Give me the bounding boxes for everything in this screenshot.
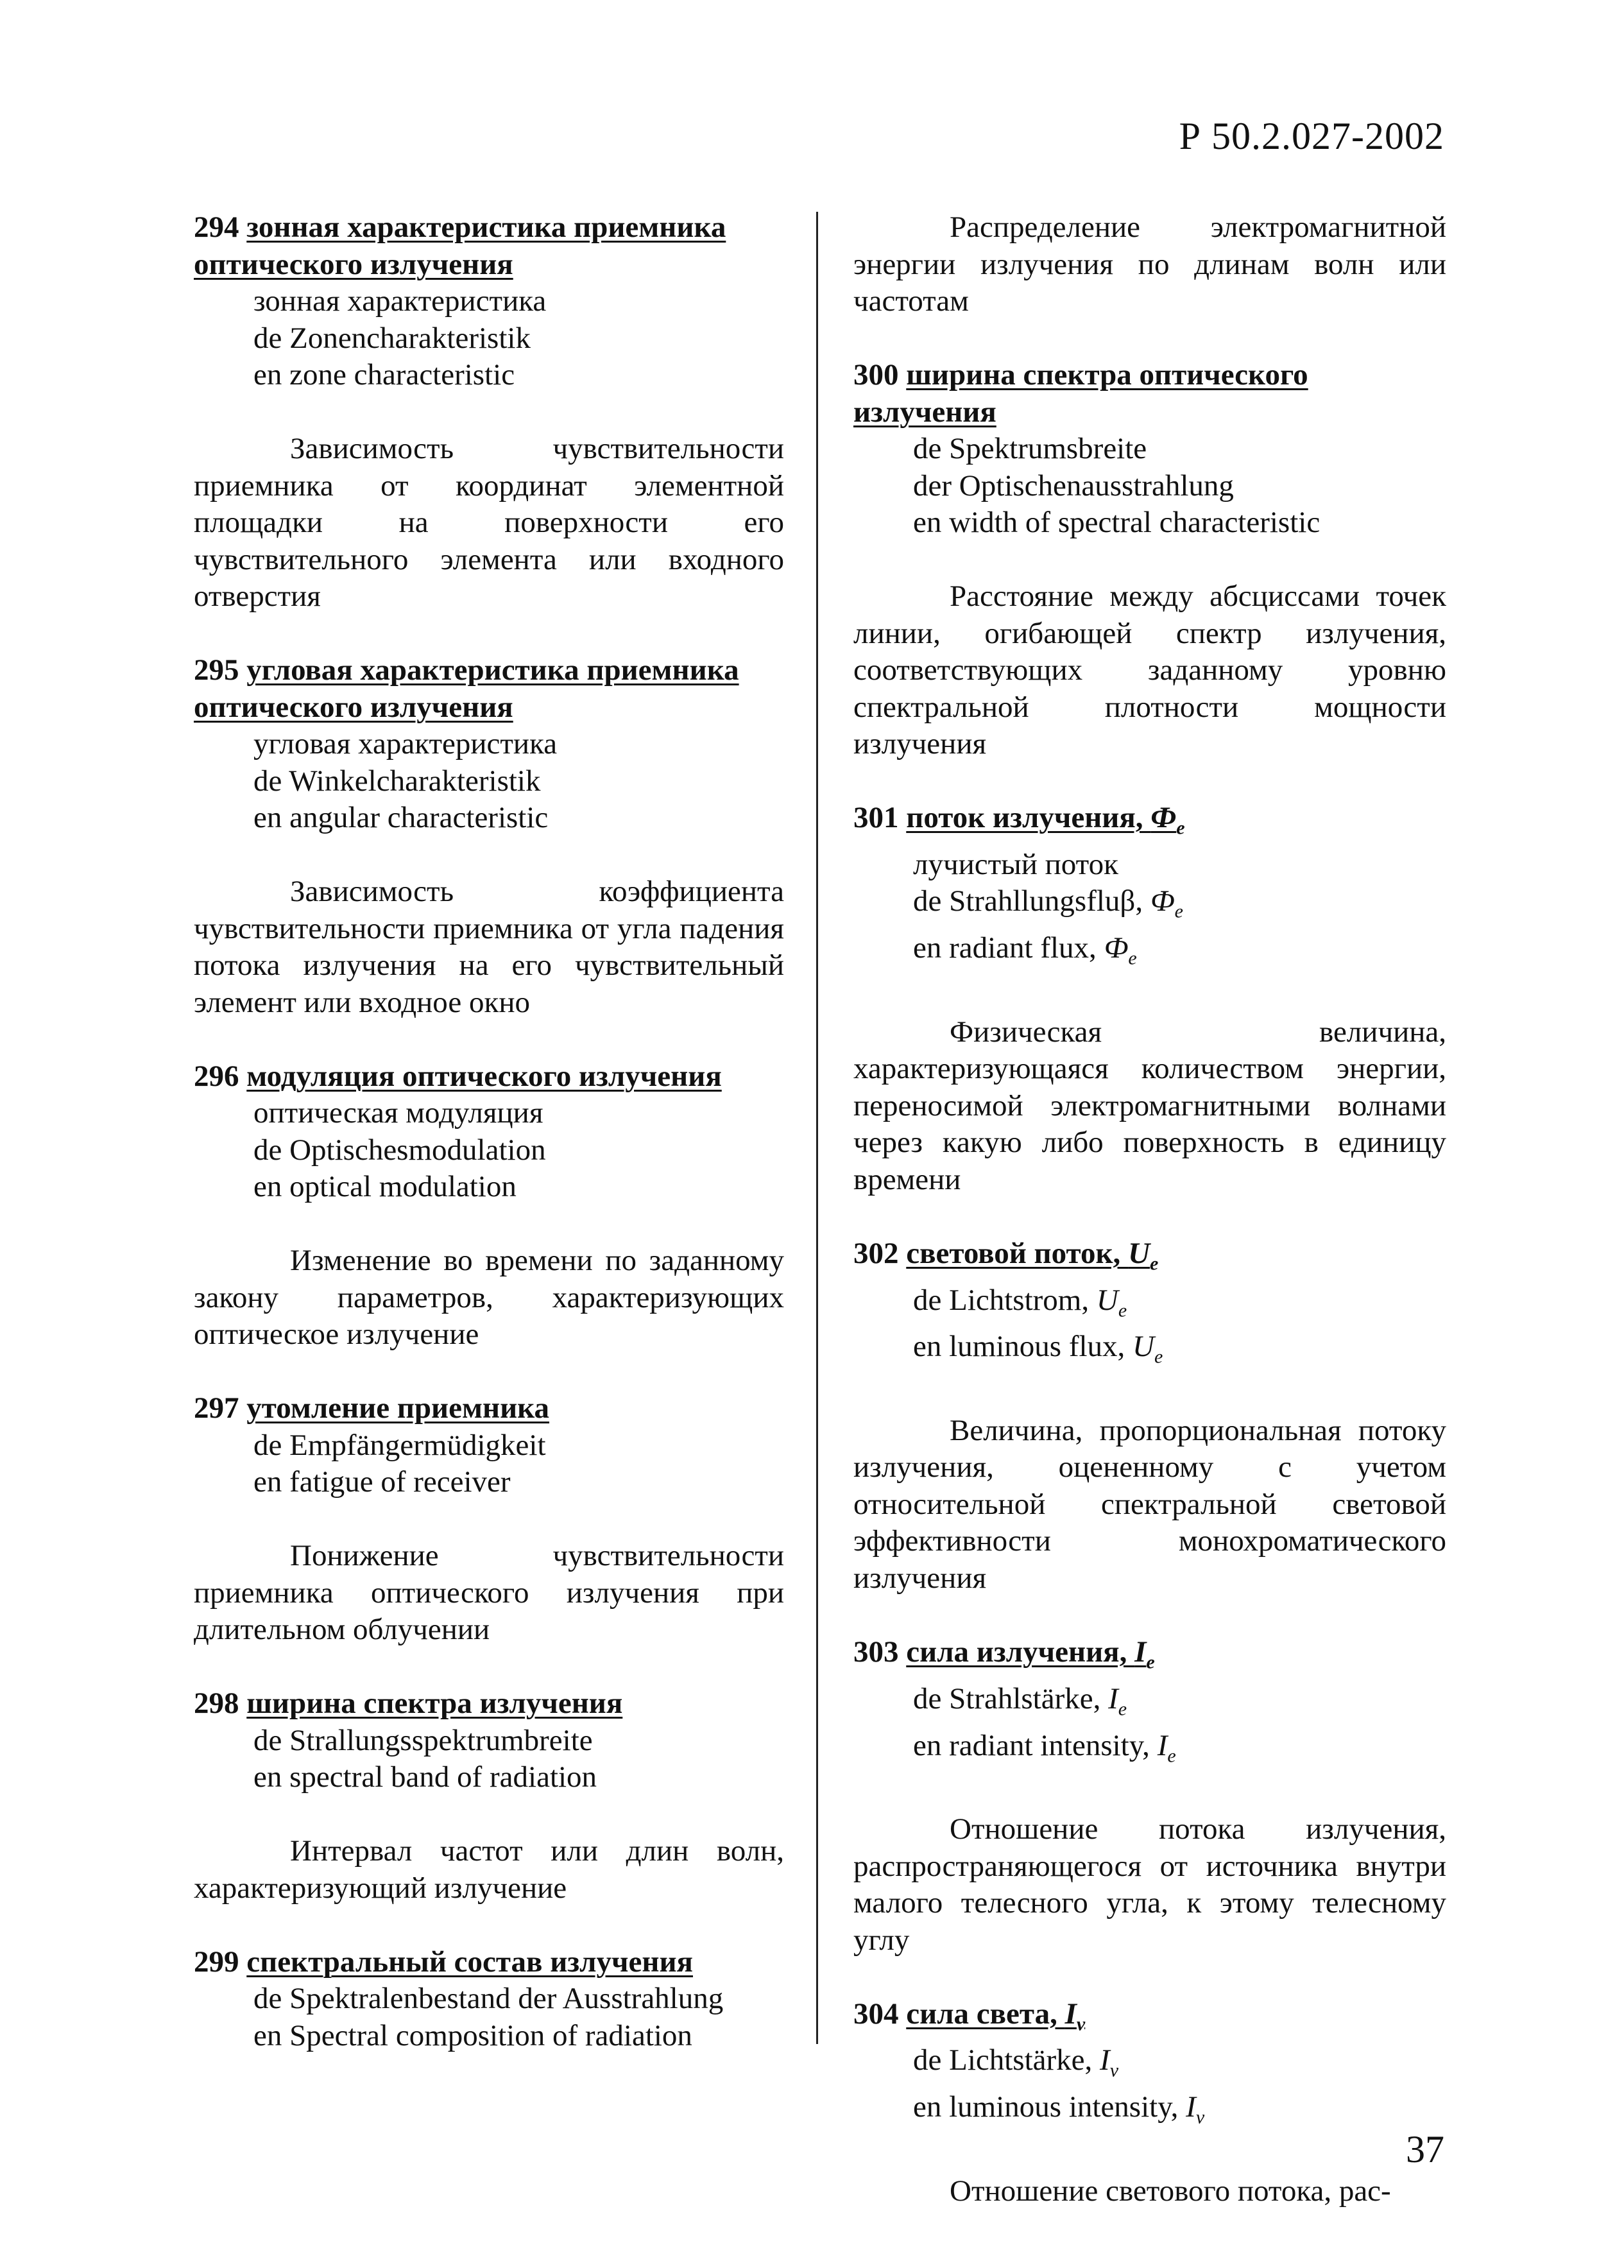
synonym: en angular characteristic — [253, 801, 549, 834]
term-definition: Расстояние между абсциссами точек линии, огибающей спектр излучения, соответствующих заданному уровню спектральной плотности мощности излучения — [853, 580, 1446, 760]
synonym-text: en luminous intensity, — [913, 2090, 1186, 2124]
symbol-letter: U — [1133, 1330, 1154, 1364]
synonym: угловая характеристика — [253, 727, 558, 760]
term-entry-295 — [194, 652, 784, 1021]
term-title: угловая характеристика приемника оптического излучения — [194, 653, 739, 724]
term-heading — [853, 1235, 1446, 1282]
term-entry-298 — [194, 1685, 784, 1907]
term-title: утомление приемника — [246, 1391, 550, 1425]
term-heading — [853, 1634, 1446, 1681]
term-title: ширина спектра излучения — [246, 1687, 623, 1720]
synonym: de Winkelcharakteristik — [253, 764, 541, 798]
column-divider — [816, 212, 818, 2044]
symbol-letter: I — [1100, 2043, 1110, 2077]
term-definition: Изменение во времени по заданному закону параметров, характеризующих оптическое излучение — [194, 1244, 784, 1351]
term-title-text: сила излучения, — [906, 1635, 1135, 1669]
synonym: de Strallungsspektrumbreite — [253, 1723, 593, 1757]
term-heading — [194, 1058, 784, 1095]
quantity-symbol — [1133, 1330, 1163, 1368]
synonym — [853, 1282, 1446, 1329]
quantity-symbol — [1150, 801, 1185, 839]
term-number: 296 — [194, 1059, 239, 1093]
symbol-letter: I — [1108, 1681, 1118, 1715]
symbol-letter: Ф — [1104, 931, 1129, 965]
synonym — [853, 1328, 1446, 1375]
term-entry-303 — [853, 1634, 1446, 1959]
symbol-subscript: v — [1076, 2013, 1086, 2034]
term-definition: Физическая величина, характеризующаяся количеством энергии, переносимой электромагнитными волнами через какую либо поверхность в единицу времени — [853, 1015, 1446, 1196]
term-entry-301 — [853, 800, 1446, 1198]
synonym-text: de Lichtstrom, — [913, 1283, 1097, 1317]
symbol-letter: I — [1186, 2090, 1196, 2124]
quantity-symbol — [1186, 2090, 1205, 2128]
symbol-subscript: e — [1154, 1346, 1163, 1368]
term-title-text: поток излучения, — [906, 801, 1151, 834]
symbol-subscript: e — [1118, 1299, 1127, 1321]
left-column — [194, 209, 784, 2092]
term-number: 302 — [853, 1236, 899, 1270]
right-column — [853, 209, 1446, 2247]
synonym-text: en radiant flux, — [913, 931, 1104, 965]
synonym-text: en luminous flux, — [913, 1330, 1133, 1364]
synonym: de Optischesmodulation — [253, 1133, 546, 1167]
term-number: 298 — [194, 1687, 239, 1720]
term-heading — [853, 1996, 1446, 2043]
synonym: оптическая модуляция — [253, 1096, 543, 1130]
quantity-symbol — [1104, 931, 1137, 969]
symbol-subscript: v — [1109, 2059, 1119, 2081]
synonym: de Empfängermüdigkeit — [253, 1428, 546, 1462]
symbol-letter: I — [1064, 1997, 1077, 2031]
term-number: 297 — [194, 1391, 239, 1425]
continued-definition-299: Распределение электромагнитной энергии излучения по длинам волн или частотам — [853, 210, 1446, 318]
term-title-text: световой поток, — [906, 1236, 1129, 1270]
term-entry-304 — [853, 1996, 1446, 2210]
term-number: 300 — [853, 358, 899, 391]
term-number: 301 — [853, 801, 899, 834]
synonym — [853, 2089, 1446, 2136]
synonym: лучистый поток — [913, 847, 1118, 881]
synonym: de Zonencharakteristik — [253, 321, 531, 355]
synonym: зонная характеристика — [253, 284, 547, 318]
synonym-text: de Strahlstärke, — [913, 1681, 1109, 1715]
term-title: зонная характеристика приемника оптического излучения — [194, 210, 726, 281]
synonym — [853, 2042, 1446, 2089]
term-number: 304 — [853, 1997, 899, 2031]
term-title — [906, 1997, 1086, 2034]
synonym-text: de Strahllungsfluβ, — [913, 884, 1150, 918]
term-definition: Интервал частот или длин волн, характеризующий излучение — [194, 1834, 784, 1905]
symbol-letter: Ф — [1150, 884, 1175, 918]
term-number: 303 — [853, 1635, 899, 1669]
synonym — [853, 1681, 1446, 1728]
symbol-subscript: e — [1128, 947, 1137, 969]
quantity-symbol — [1134, 1635, 1155, 1673]
term-definition: Отношение светового потока, рас- — [950, 2174, 1391, 2208]
synonym-text: en radiant intensity, — [913, 1728, 1158, 1762]
term-title-text: сила света, — [906, 1997, 1065, 2031]
synonym-text: de Lichtstärke, — [913, 2043, 1100, 2077]
term-title: ширина спектра оптического излучения — [853, 358, 1308, 429]
symbol-subscript: v — [1195, 2106, 1205, 2128]
term-entry-302 — [853, 1235, 1446, 1597]
symbol-letter: U — [1128, 1236, 1150, 1270]
term-heading — [194, 1390, 784, 1427]
symbol-letter: U — [1096, 1283, 1118, 1317]
symbol-subscript: e — [1146, 1651, 1155, 1673]
symbol-subscript: e — [1174, 900, 1183, 922]
term-entry-296 — [194, 1058, 784, 1353]
term-title — [906, 1236, 1159, 1275]
synonym: en spectral band of radiation — [253, 1760, 597, 1794]
symbol-subscript: e — [1167, 1745, 1176, 1767]
synonym: der Optischenausstrahlung — [913, 468, 1234, 503]
symbol-letter: I — [1134, 1635, 1147, 1669]
term-title — [906, 1635, 1155, 1673]
term-definition: Зависимость чувствительности приемника от координат элементной площадки на поверхности его чувствительного элемента или входного отверстия — [194, 432, 784, 613]
page-number: 37 — [1406, 2128, 1444, 2170]
synonym: de Spektralenbestand der Ausstrahlung — [253, 1982, 724, 2015]
term-entry-300 — [853, 357, 1446, 763]
synonym: en zone characteristic — [253, 358, 515, 391]
term-definition: Понижение чувствительности приемника оптического излучения при длительном облучении — [194, 1539, 784, 1646]
quantity-symbol — [1096, 1283, 1127, 1321]
term-title: спектральный состав излучения — [246, 1945, 693, 1979]
term-definition: Зависимость коэффициента чувствительности приемника от угла падения потока излучения на его чувствительный элемент или входное окно — [194, 875, 784, 1019]
term-number: 294 — [194, 210, 239, 244]
synonym — [853, 883, 1446, 930]
term-heading — [194, 1685, 784, 1722]
term-heading — [853, 800, 1446, 846]
synonym: en Spectral composition of radiation — [253, 2018, 692, 2052]
term-heading — [194, 209, 784, 283]
synonym — [853, 1728, 1446, 1774]
quantity-symbol — [1150, 884, 1183, 922]
symbol-subscript: e — [1176, 817, 1185, 839]
symbol-subscript: e — [1118, 1698, 1127, 1720]
term-heading — [194, 1944, 784, 1981]
quantity-symbol — [1157, 1728, 1176, 1767]
quantity-symbol — [1064, 1997, 1086, 2034]
symbol-letter: I — [1157, 1728, 1168, 1762]
synonym: de Spektrumsbreite — [913, 432, 1147, 465]
symbol-letter: Ф — [1150, 801, 1177, 834]
term-entry-299 — [194, 1944, 784, 2055]
term-title: модуляция оптического излучения — [246, 1059, 722, 1093]
synonym — [853, 930, 1446, 977]
synonym: en width of spectral characteristic — [913, 506, 1321, 539]
synonym: en fatigue of receiver — [253, 1465, 511, 1499]
term-number: 299 — [194, 1945, 239, 1979]
document-code: Р 50.2.027-2002 — [1179, 115, 1444, 157]
quantity-symbol — [1100, 2043, 1119, 2081]
term-heading — [194, 652, 784, 726]
quantity-symbol — [1108, 1681, 1127, 1720]
term-definition: Отношение потока излучения, распространяющегося от источника внутри малого телесного угла, к этому телесному углу — [853, 1812, 1446, 1957]
term-heading — [853, 357, 1446, 431]
term-entry-297 — [194, 1390, 784, 1649]
term-number: 295 — [194, 653, 239, 687]
quantity-symbol — [1128, 1236, 1159, 1275]
term-title — [906, 801, 1185, 839]
term-entry-294 — [194, 209, 784, 615]
synonym: en optical modulation — [253, 1170, 517, 1203]
term-definition: Величина, пропорциональная потоку излучения, оцененному с учетом относительной спектральной световой эффективности монохроматического излучения — [853, 1413, 1446, 1595]
symbol-subscript: e — [1150, 1253, 1159, 1275]
